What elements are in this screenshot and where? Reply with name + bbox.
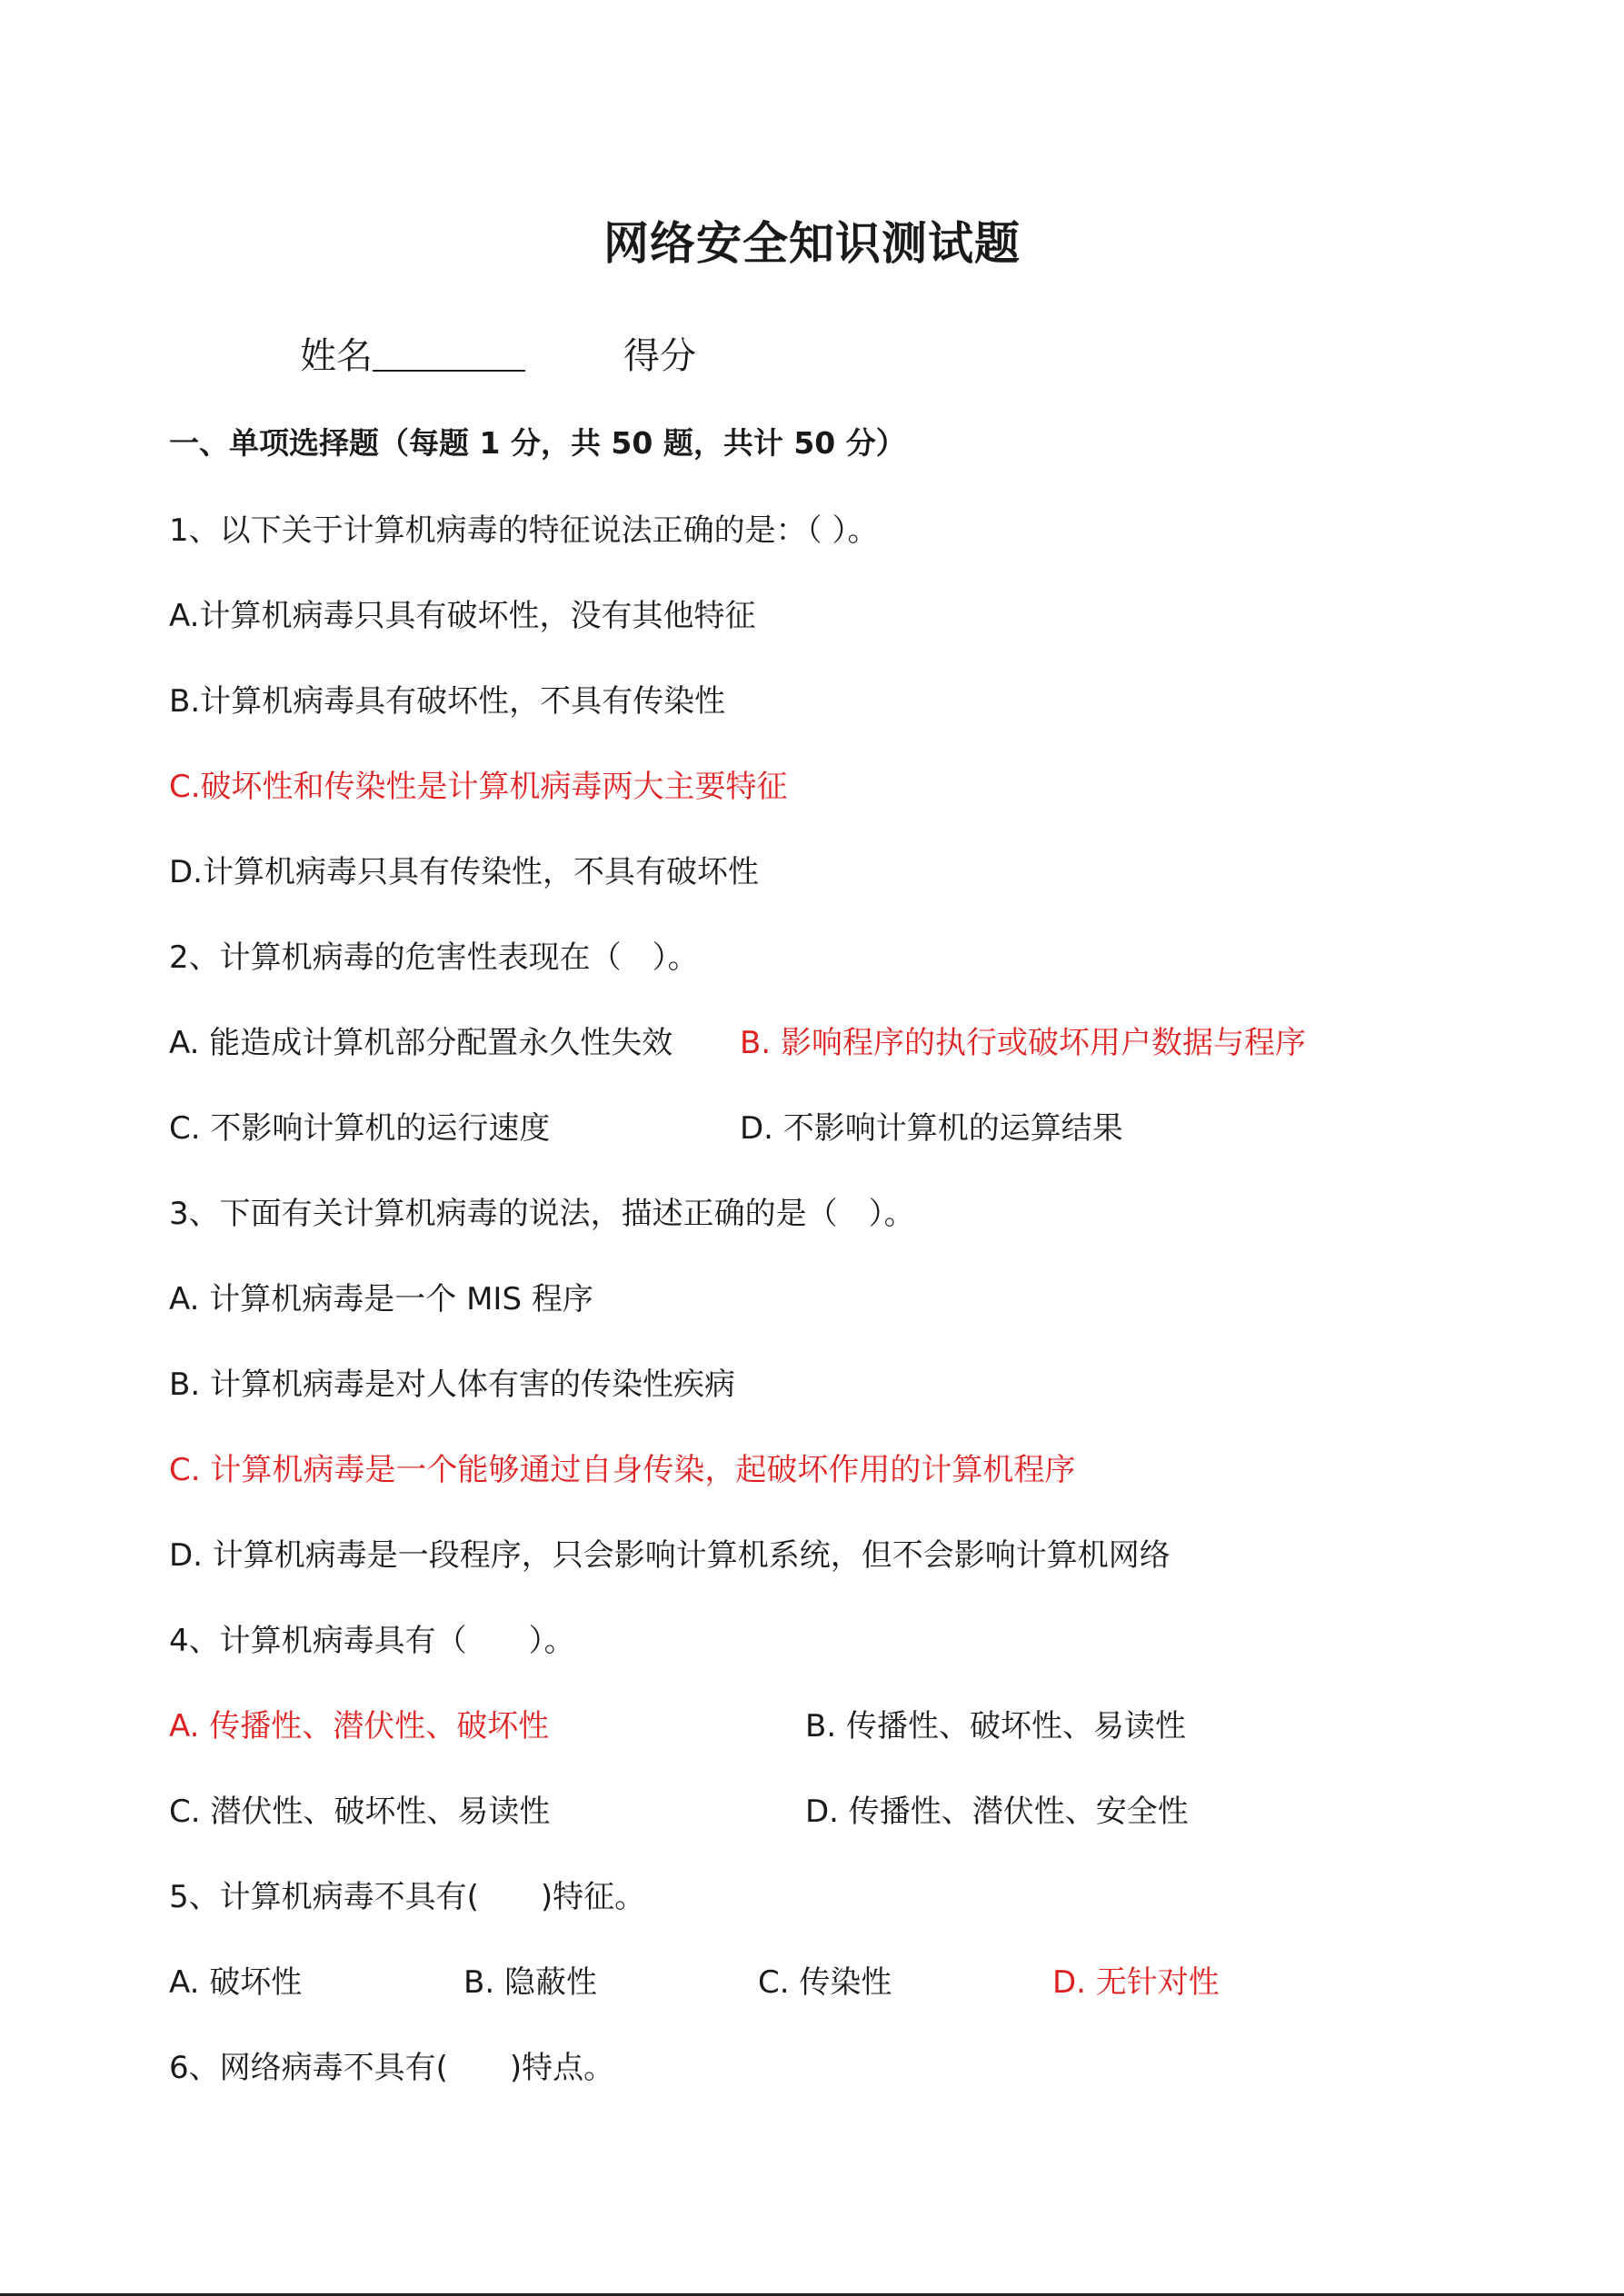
option-b-correct: B. 影响程序的执行或破坏用户数据与程序 xyxy=(740,1025,1306,1061)
score-label: 得分 xyxy=(623,335,696,377)
option-a: A. 能造成计算机部分配置永久性失效 xyxy=(169,1025,673,1061)
question-stem: 5、计算机病毒不具有( )特征。 xyxy=(169,1879,646,1915)
option-c-correct: C. 计算机病毒是一个能够通过自身传染，起破坏作用的计算机程序 xyxy=(169,1452,1076,1488)
option-d: D. 不影响计算机的运算结果 xyxy=(740,1110,1123,1147)
option-d: D. 计算机病毒是一段程序，只会影响计算机系统，但不会影响计算机网络 xyxy=(169,1537,1171,1574)
name-score-line xyxy=(300,327,696,379)
name-blank-field[interactable] xyxy=(373,337,525,372)
option-c-correct: C.破坏性和传染性是计算机病毒两大主要特征 xyxy=(169,769,788,805)
option-b: B. 计算机病毒是对人体有害的传染性疾病 xyxy=(169,1367,735,1403)
option-b: B.计算机病毒具有破坏性，不具有传染性 xyxy=(169,683,726,720)
question-stem: 1、以下关于计算机病毒的特征说法正确的是：（ ）。 xyxy=(169,512,879,549)
option-c: C. 不影响计算机的运行速度 xyxy=(169,1110,551,1147)
question-stem: 4、计算机病毒具有（ ）。 xyxy=(169,1623,575,1659)
option-a: A. 破坏性 xyxy=(169,1964,303,2001)
option-c: C. 传染性 xyxy=(758,1964,892,2001)
option-d-correct: D. 无针对性 xyxy=(1052,1964,1220,2001)
question-stem: 2、计算机病毒的危害性表现在（ ）。 xyxy=(169,939,699,976)
option-b: B. 传播性、破坏性、易读性 xyxy=(805,1708,1186,1744)
option-b: B. 隐蔽性 xyxy=(463,1964,597,2001)
option-d: D. 传播性、潜伏性、安全性 xyxy=(805,1794,1189,1830)
section-heading: 一、单项选择题（每题 1 分，共 50 题，共计 50 分） xyxy=(169,425,906,461)
question-stem: 6、网络病毒不具有( )特点。 xyxy=(169,2050,615,2086)
option-a-correct: A. 传播性、潜伏性、破坏性 xyxy=(169,1708,550,1744)
option-a: A. 计算机病毒是一个 MIS 程序 xyxy=(169,1281,593,1317)
name-label: 姓名 xyxy=(300,335,373,377)
option-a: A.计算机病毒只具有破坏性，没有其他特征 xyxy=(169,598,756,634)
option-d: D.计算机病毒只具有传染性，不具有破坏性 xyxy=(169,854,759,890)
page-title: 网络安全知识测试题 xyxy=(603,217,1021,270)
question-stem: 3、下面有关计算机病毒的说法，描述正确的是（ ）。 xyxy=(169,1196,915,1232)
option-c: C. 潜伏性、破坏性、易读性 xyxy=(169,1794,551,1830)
